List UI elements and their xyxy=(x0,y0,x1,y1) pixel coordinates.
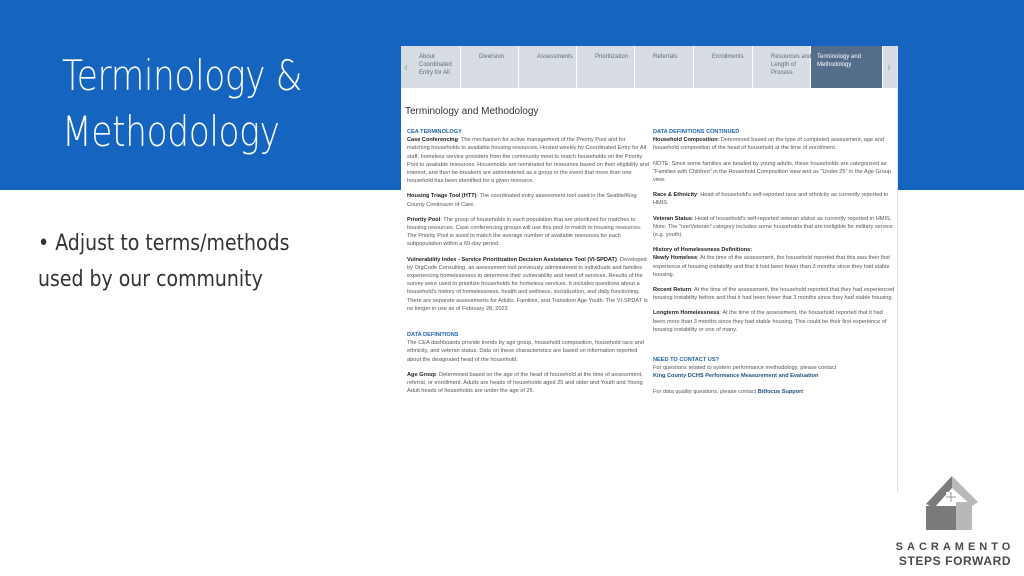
section-head-cea: CEA TERMINOLOGY xyxy=(407,129,462,135)
def-vi-spdat: Vulnerability Index - Service Prioritization Decision Assistance Tool (VI-SPDAT): Developed by OrgCode Consulting, an assessment tool previously administered to individuals and families experiencing homelessness to determine their vulnerability and need of services. Results of the survey were used to prioritize households for homeless services. It includes questions about a household's history of homelessness, health and wellness, socialization, and daily functioning. There are separate assessments for Adults, Families, and Transition Age Youth. The VI-SPDAT is no longer in use as of February 28, 2022 xyxy=(407,256,648,312)
section-head-data-definitions: DATA DEFINITIONS xyxy=(407,332,459,339)
def-recent-return: Recent Return: At the time of the assessment, the household reported that they had experienced housing instability before and that it had been fewer that 3 months since they had stable housing. xyxy=(653,287,895,302)
contact-text: For questions related to system performance methodology, please contact xyxy=(653,365,837,372)
tab-referrals[interactable]: Referrals xyxy=(635,46,694,88)
def-age-group: Age Group: Determined based on the age of the head of household at the time of assessment, referral, or enrollment. Adults are heads of households aged 25 and older and Youth and Young Adult heads of households are under the age of 25. xyxy=(407,371,643,395)
house-logo-icon xyxy=(920,470,980,532)
bullet-point xyxy=(38,226,335,298)
def-longterm-homelessness: Longterm Homelessness: At the time of the assessment, the household reported that it had been more than 3 months since they had stable housing. This could be their first experience of housing instability or one of many. xyxy=(653,310,887,333)
history-heading: History of Homelessness Definitions: xyxy=(653,247,753,254)
def-housing-triage-tool: Housing Triage Tool (HTT): The coordinated entry assessment tool used in the Seattle/King County Continuum of Care. xyxy=(407,193,637,208)
bullet-text: Adjust to terms/methods used by our community xyxy=(38,231,290,292)
contact-link[interactable]: King County DCHS Performance Measurement and Evaluation xyxy=(653,373,819,380)
right-column xyxy=(653,128,895,396)
section-head-contact: NEED TO CONTACT US? xyxy=(653,357,719,364)
note-families: NOTE: Since some families are headed by young adults, these households are categorized as "Families with Children" in the Household Composition view and as "Under 25" in the Age Group view. xyxy=(653,160,892,184)
house-wall-right xyxy=(956,502,972,530)
logo-line-1: SACRAMENTO xyxy=(895,541,1015,553)
def-newly-homeless: Newly Homeless: At the time of the assessment, the household reported that this was their first experience of housing instability and that it had been fewer than 3 months since they had stable housing. xyxy=(653,255,890,278)
prev-arrow-icon[interactable]: ‹ xyxy=(404,60,408,74)
dashboard-screenshot xyxy=(401,46,898,492)
dashboard-tab-bar xyxy=(401,46,898,88)
left-column xyxy=(407,128,649,402)
tab-prioritization[interactable]: Prioritization xyxy=(577,46,635,88)
dashboard-title: Terminology and Methodology xyxy=(405,106,539,117)
bitfocus-link[interactable]: Bitfocus Support xyxy=(757,388,804,395)
data-definitions-intro: The CEA dashboards provide trends by age group, household composition, household race and ethnicity, and veteran status. Data on these characteristics are based on information reported about the designated head of the household. xyxy=(407,340,644,363)
def-household-composition: Household Composition: Determined based on the type of completed assessment, age and household composition of the head of household at the time of enrollment. xyxy=(653,137,885,152)
house-body xyxy=(926,506,956,530)
tab-diversion[interactable]: Diversion xyxy=(461,46,519,88)
def-case-conferencing: Case Conferencing: The mechanism for active management of the Priority Pool and for matching households to available housing resources. Hosted weekly by Coordinated Entry for All staff, homeless service providers from the community meet to match households on the Priority Pool to available resources. Households are nominated for resources based on their eligibility and interest, and then tie-breakers are administered as a group in the event that more than one household has been identified for a given resource. xyxy=(407,137,649,185)
section-head-definitions-continued: DATA DEFINITIONS CONTINUED xyxy=(653,129,740,135)
next-arrow-icon[interactable]: › xyxy=(887,60,891,74)
tab-terminology-methodology[interactable]: Terminology and Methodology xyxy=(811,46,883,88)
bullet-marker: • xyxy=(38,231,50,256)
def-priority-pool: Priority Pool: The group of households in each population that are prioritized for matches to housing resources. Case conferencing groups will use this pool to match to housing resources. The Priority Pool is sized to match the average number of available resources for each subpopulation within a 60-day period. xyxy=(407,216,642,248)
org-logo-text xyxy=(891,540,1019,568)
tab-enrollments[interactable]: Enrollments xyxy=(694,46,753,88)
def-veteran-status: Veteran Status: Head of household's self-reported veteran status as currently reported in HMIS. Note: The "nonVeteran" category includes some households that are ineligible for military service (e.g. youth). xyxy=(653,215,893,239)
quality-contact: For data quality questions, please contact Bitfocus Support xyxy=(653,388,804,395)
tab-resources-length[interactable]: Resources and Length of Process xyxy=(753,46,811,88)
def-race-ethnicity: Race & Ethnicity: Head of household's self-reported race and ethnicity as currently reported in HMIS. xyxy=(653,192,889,207)
tab-assessments[interactable]: Assessments xyxy=(519,46,577,88)
slide-title: Terminology & Methodology xyxy=(62,51,303,156)
logo-line-2: STEPS FORWARD xyxy=(898,554,1012,568)
tab-about-coordinated-entry[interactable]: About Coordinated Entry for All xyxy=(401,46,461,88)
